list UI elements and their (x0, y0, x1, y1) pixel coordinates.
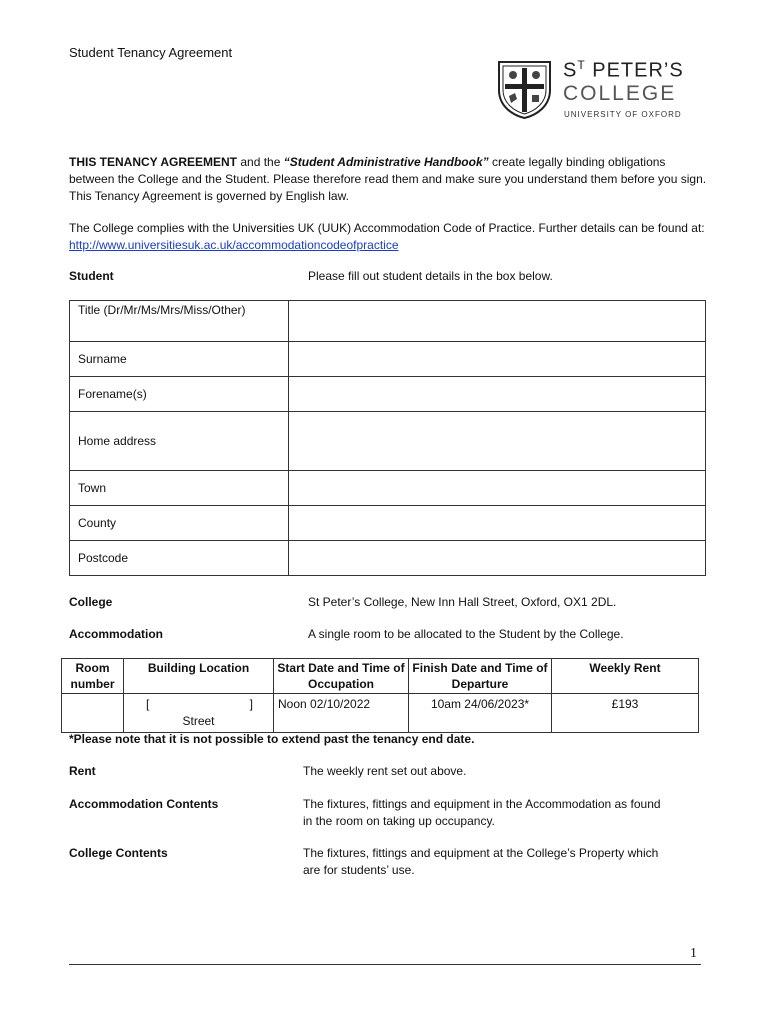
bracket-close: ] (249, 697, 253, 711)
building-street: Street (182, 714, 215, 728)
col-header-weekly-rent: Weekly Rent (552, 659, 699, 694)
field-label-surname: Surname (70, 342, 289, 377)
table-row (70, 506, 706, 541)
table-row (70, 377, 706, 412)
logo-wordmark-line2: COLLEGE (563, 82, 677, 105)
table-row (70, 412, 706, 471)
tenancy-footnote: *Please note that it is not possible to extend past the tenancy end date. (69, 732, 475, 746)
code-of-practice-link[interactable]: http://www.universitiesuk.ac.uk/accommodationcodeofpractice (69, 238, 399, 252)
accommodation-table (61, 658, 699, 733)
table-row (62, 694, 699, 733)
table-row (70, 471, 706, 506)
logo-wordmark-line1: $S^T$ PETER’S (563, 58, 684, 82)
student-details-table (69, 300, 706, 576)
code-of-practice-paragraph: The College complies with the Universities UK (UUK) Accommodation Code of Practice. Further details can be found at: http://www.universitiesuk.ac.uk/accommodationcodeofpractice (69, 221, 705, 252)
page-number: 1 (690, 946, 697, 961)
room-number-cell[interactable] (62, 694, 124, 733)
field-label-forenames: Forename(s) (70, 377, 289, 412)
rent-description: The weekly rent set out above. (303, 764, 467, 778)
finish-date-cell: 10am 24/06/2023* (409, 694, 552, 733)
accommodation-contents-description: The fixtures, fittings and equipment in the Accommodation as found in the room on taking up occupancy. (303, 797, 661, 828)
intro-paragraph: THIS TENANCY AGREEMENT and the “Student Administrative Handbook” create legally binding obligations between the College and the Student. Please therefore read them and make sure you understand them before you sign. This Tenancy Agreement is governed by English law. (69, 155, 707, 203)
start-date-cell: Noon 02/10/2022 (274, 694, 409, 733)
weekly-rent-cell: £193 (552, 694, 699, 733)
college-contents-description: The fixtures, fittings and equipment at the College’s Property which are for students’ use. (303, 846, 659, 877)
col-header-room-number: Room number (62, 659, 124, 694)
college-contents-label: College Contents (69, 846, 168, 860)
document-title: Student Tenancy Agreement (69, 45, 233, 60)
table-row (70, 541, 706, 576)
college-crest-icon (497, 60, 552, 120)
field-label-town: Town (70, 471, 289, 506)
county-field[interactable] (289, 506, 706, 541)
field-label-county: County (70, 506, 289, 541)
field-label-home-address: Home address (70, 412, 289, 471)
building-location-cell (124, 694, 274, 733)
accommodation-label: Accommodation (69, 627, 164, 641)
student-label: Student (69, 269, 114, 283)
student-instruction: Please fill out student details in the box below. (308, 269, 553, 283)
logo-wordmark-line3: UNIVERSITY OF OXFORD (564, 110, 682, 119)
table-header-row (62, 659, 699, 694)
bracket-open: [ (146, 697, 150, 711)
college-address: St Peter’s College, New Inn Hall Street, Oxford, OX1 2DL. (308, 595, 617, 609)
home-address-field[interactable] (289, 412, 706, 471)
rent-label: Rent (69, 764, 96, 778)
footer-divider (69, 964, 701, 965)
table-row (70, 342, 706, 377)
field-label-postcode: Postcode (70, 541, 289, 576)
postcode-field[interactable] (289, 541, 706, 576)
field-label-title: Title (Dr/Mr/Ms/Mrs/Miss/Other) (70, 301, 289, 342)
town-field[interactable] (289, 471, 706, 506)
college-label: College (69, 595, 113, 609)
accommodation-contents-label: Accommodation Contents (69, 797, 219, 811)
forenames-field[interactable] (289, 377, 706, 412)
col-header-building-location: Building Location (124, 659, 274, 694)
accommodation-description: A single room to be allocated to the Student by the College. (308, 627, 624, 641)
col-header-start-date: Start Date and Time of Occupation (274, 659, 409, 694)
table-row (70, 301, 706, 342)
surname-field[interactable] (289, 342, 706, 377)
title-field[interactable] (289, 301, 706, 342)
col-header-finish-date: Finish Date and Time of Departure (409, 659, 552, 694)
